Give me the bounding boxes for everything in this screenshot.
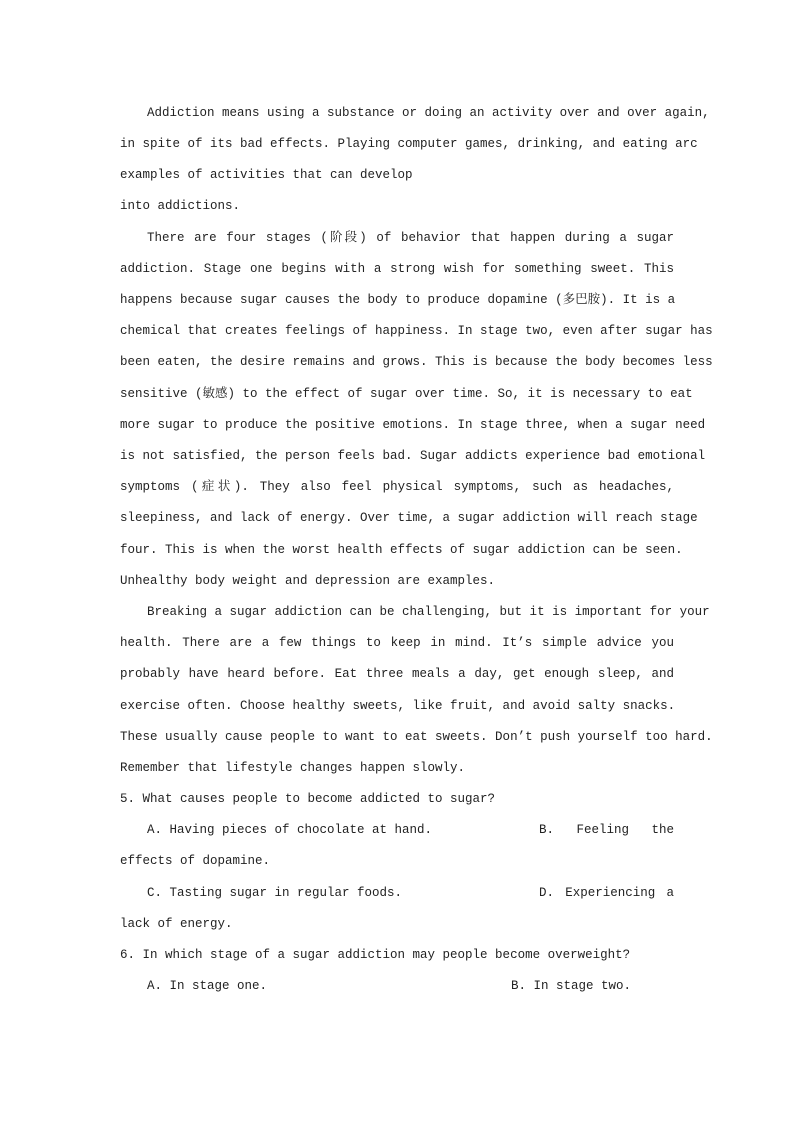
question-6-stem: 6. In which stage of a sugar addiction may people become overweight? [120, 948, 631, 962]
paragraph-3-line-4: exercise often. Choose healthy sweets, like fruit, and avoid salty snacks. [120, 699, 676, 713]
question-5-option-d-continued: lack of energy. [120, 917, 233, 931]
paragraph-2-line-10: sleepiness, and lack of energy. Over time, a sugar addiction will reach stage [120, 511, 698, 525]
paragraph-2-line-5: been eaten, the desire remains and grows. This is because the body becomes less [120, 355, 713, 369]
paragraph-3-line-2: health. There are a few things to keep in mind. It’s simple advice you [120, 636, 674, 650]
paragraph-3-line-5: These usually cause people to want to eat sweets. Don’t push yourself too hard. [120, 730, 713, 744]
paragraph-1-line-4: into addictions. [120, 199, 241, 213]
paragraph-1-line-2: in spite of its bad effects. Playing computer games, drinking, and eating arc [120, 137, 698, 151]
question-5-stem: 5. What causes people to become addicted to sugar? [120, 792, 496, 806]
paragraph-2-line-12: Unhealthy body weight and depression are examples. [120, 574, 496, 588]
paragraph-1-line-1: Addiction means using a substance or doing an activity over and over again, [147, 106, 710, 120]
paragraph-3-line-6: Remember that lifestyle changes happen slowly. [120, 761, 466, 775]
paragraph-2-line-1: There are four stages (阶段) of behavior that happen during a sugar [147, 231, 674, 245]
question-5-option-c: C. Tasting sugar in regular foods. [147, 886, 403, 900]
question-5-option-b-continued: effects of dopamine. [120, 854, 271, 868]
paragraph-2-line-2: addiction. Stage one begins with a strong wish for something sweet. This [120, 262, 674, 276]
paragraph-3-line-3: probably have heard before. Eat three meals a day, get enough sleep, and [120, 667, 674, 681]
question-5-option-a: A. Having pieces of chocolate at hand. [147, 823, 433, 837]
question-5-option-b: B. Feeling the [539, 823, 674, 837]
paragraph-2-line-8: is not satisfied, the person feels bad. Sugar addicts experience bad emotional [120, 449, 706, 463]
paragraph-2-line-9: symptoms (症状). They also feel physical symptoms, such as headaches, [120, 480, 674, 494]
paragraph-3-line-1: Breaking a sugar addiction can be challenging, but it is important for your [147, 605, 710, 619]
paragraph-2-line-7: more sugar to produce the positive emotions. In stage three, when a sugar need [120, 418, 706, 432]
question-5-option-d: D. Experiencing a [539, 886, 674, 900]
paragraph-2-line-4: chemical that creates feelings of happiness. In stage two, even after sugar has [120, 324, 713, 338]
paragraph-2-line-6: sensitive (敏感) to the effect of sugar over time. So, it is necessary to eat [120, 387, 693, 401]
question-6-option-a: A. In stage one. [147, 979, 268, 993]
paragraph-2-line-3: happens because sugar causes the body to produce dopamine (多巴胺). It is a [120, 293, 676, 307]
paragraph-1-line-3: examples of activities that can develop [120, 168, 413, 182]
paragraph-2-line-11: four. This is when the worst health effects of sugar addiction can be seen. [120, 543, 683, 557]
question-6-option-b: B. In stage two. [511, 979, 632, 993]
